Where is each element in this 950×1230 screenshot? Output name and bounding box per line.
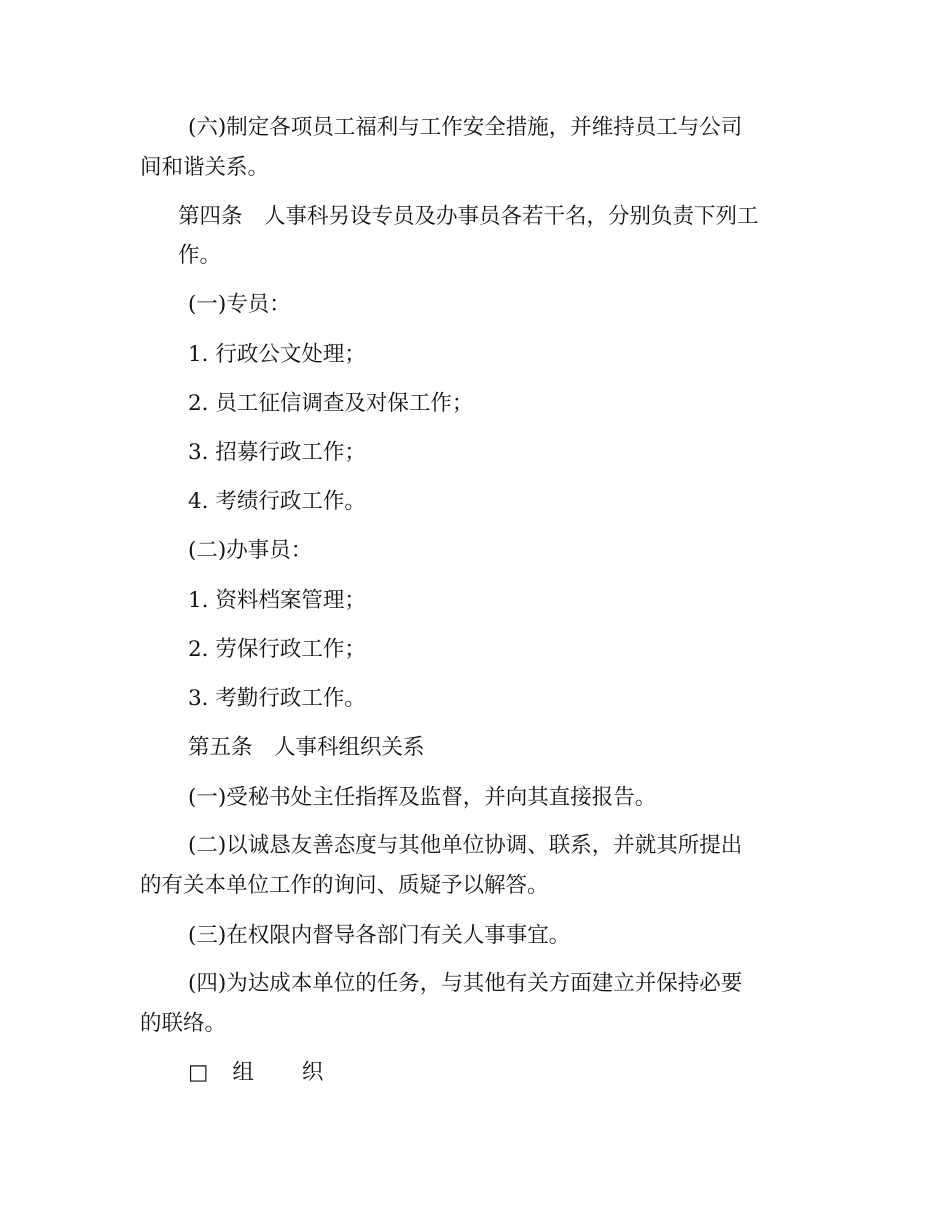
heading-char: 织 [301,1060,324,1085]
heading-char: 组 [232,1060,254,1085]
section-title: (一)专员： [188,292,291,317]
paragraph-line: (三)在权限内督导各部门有关人事事宜。 [188,923,571,948]
checkbox-square-glyph: □ [188,1060,209,1085]
article-heading: 第四条 人事科另设专员及办事员各若干名，分别负责下列工 [178,204,759,229]
paragraph-line: 的联络。 [140,1011,227,1036]
list-item: 2. 员工征信调查及对保工作； [188,391,474,416]
list-item: 1. 行政公文处理； [188,342,366,367]
list-item: 3. 考勤行政工作。 [188,686,366,711]
list-item: 3. 招募行政工作； [188,440,366,465]
paragraph-line: 间和谐关系。 [140,155,270,180]
paragraph-line: (一)受秘书处主任指挥及监督，并向其直接报告。 [188,785,657,810]
list-item: 4. 考绩行政工作。 [188,489,366,514]
list-item: 2. 劳保行政工作； [188,637,366,662]
paragraph-line: (二)以诚恳友善态度与其他单位协调、联系，并就其所提出 [188,833,743,858]
list-item: 1. 资料档案管理； [188,588,366,613]
article-heading: 第五条 人事科组织关系 [188,735,425,760]
paragraph-line: (四)为达成本单位的任务，与其他有关方面建立并保持必要 [188,971,743,996]
paragraph-line: 的有关本单位工作的询问、质疑予以解答。 [140,873,549,898]
paragraph-line: 作。 [178,243,222,268]
section-heading [188,1059,323,1087]
section-title: (二)办事员： [188,538,313,563]
paragraph-line: (六)制定各项员工福利与工作安全措施，并维持员工与公司 [188,115,743,140]
